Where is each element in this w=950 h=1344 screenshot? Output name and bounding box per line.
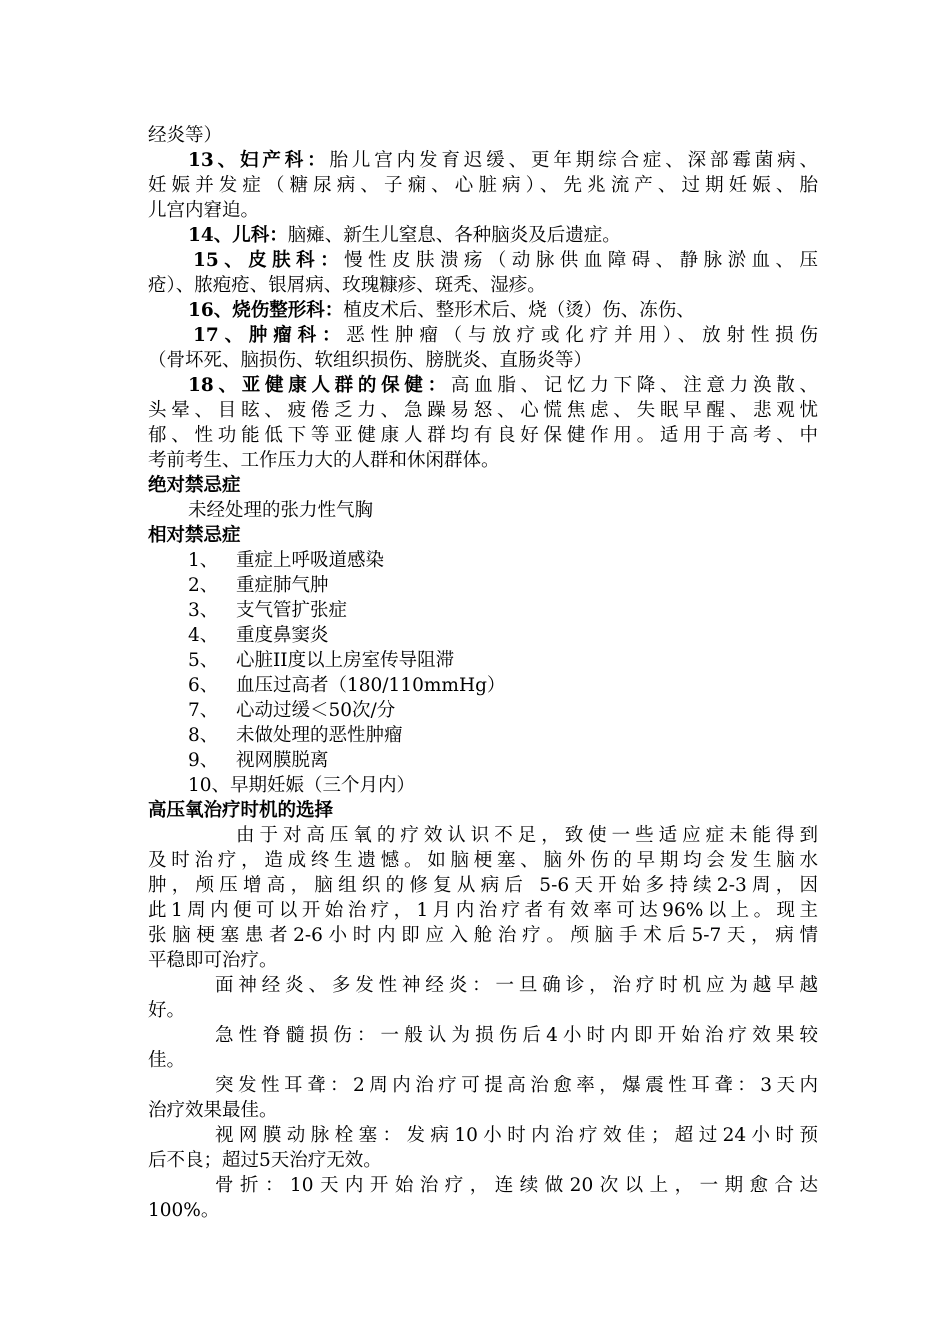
timing-intro-line: 平稳即可治疗。 xyxy=(148,950,278,971)
list-number: 4、 xyxy=(188,625,219,646)
list-item xyxy=(188,574,858,598)
item-text: 慢性皮肤溃疡（动脉供血障碍、静脉淤血、压 xyxy=(344,250,818,271)
list-number: 6、 xyxy=(188,675,219,696)
list-item xyxy=(188,699,858,723)
item-heading: 16、烧伤整形科： xyxy=(188,300,344,321)
timing-intro-line: 此1周内便可以开始治疗，1月内治疗者有效率可达96%以上。现主 xyxy=(148,900,818,921)
timing-paragraph-line: 后不良；超过5天治疗无效。 xyxy=(148,1150,382,1171)
list-text: 血压过高者（180/110mmHg） xyxy=(236,675,506,696)
section-heading-relative-contraindications: 相对禁忌症 xyxy=(148,525,241,546)
list-number: 1、 xyxy=(188,550,219,571)
text-line: （骨坏死、脑损伤、软组织损伤、膀胱炎、直肠炎等） xyxy=(148,350,593,371)
list-number: 8、 xyxy=(188,725,219,746)
list-number: 3、 xyxy=(188,600,219,621)
list-number: 10、 xyxy=(188,775,231,796)
list-item xyxy=(188,774,858,798)
list-item xyxy=(188,749,858,773)
list-text: 早期妊娠（三个月内） xyxy=(230,775,416,796)
list-number: 7、 xyxy=(188,700,219,721)
list-text: 未做处理的恶性肿瘤 xyxy=(236,725,403,746)
list-item xyxy=(188,724,858,748)
timing-paragraph-line: 100%。 xyxy=(148,1200,220,1221)
timing-paragraph-line: 急性脊髓损伤：一般认为损伤后4小时内即开始治疗效果较 xyxy=(215,1025,818,1046)
indication-item-15 xyxy=(193,249,818,273)
list-text: 视网膜脱离 xyxy=(236,750,329,771)
indication-item-13 xyxy=(188,149,818,173)
list-text: 重症上呼吸道感染 xyxy=(236,550,385,571)
list-item xyxy=(188,624,858,648)
timing-paragraph-line: 治疗效果最佳。 xyxy=(148,1100,278,1121)
list-text: 心脏II度以上房室传导阻滞 xyxy=(236,650,455,671)
text-line: 疮）、脓疱疮、银屑病、玫瑰糠疹、斑秃、湿疹。 xyxy=(148,275,546,296)
text-line: 郁、性功能低下等亚健康人群均有良好保健作用。适用于高考、中 xyxy=(148,425,818,446)
indication-item-17 xyxy=(193,324,818,348)
timing-paragraph-line: 骨折：10天内开始治疗，连续做20次以上，一期愈合达 xyxy=(215,1175,818,1196)
timing-paragraph-line: 好。 xyxy=(148,1000,186,1021)
absolute-contraindication-text: 未经处理的张力性气胸 xyxy=(188,500,374,521)
item-text: 恶性肿瘤（与放疗或化疗并用）、放射性损伤 xyxy=(346,325,818,346)
list-text: 心动过缓＜50次/分 xyxy=(236,700,396,721)
timing-paragraph-line: 突发性耳聋：2周内治疗可提高治愈率，爆震性耳聋：3天内 xyxy=(215,1075,818,1096)
list-text: 重症肺气肿 xyxy=(236,575,329,596)
list-item xyxy=(188,649,858,673)
continued-text-line: 经炎等） xyxy=(148,125,223,146)
indication-item-16 xyxy=(188,299,818,323)
section-heading-treatment-timing: 高压氧治疗时机的选择 xyxy=(148,800,334,821)
item-heading: 18、亚健康人群的保健： xyxy=(188,375,451,396)
item-text: 高血脂、记忆力下降、注意力涣散、 xyxy=(450,375,818,396)
text-line: 头晕、目眩、疲倦乏力、急躁易怒、心慌焦虑、失眠早醒、悲观忧 xyxy=(148,400,818,421)
list-number: 5、 xyxy=(188,650,219,671)
timing-paragraph-line: 视网膜动脉栓塞：发病10小时内治疗效佳；超过24小时预 xyxy=(215,1125,818,1146)
text-line: 考前考生、工作压力大的人群和休闲群体。 xyxy=(148,450,500,471)
text-line: 妊娠并发症（糖尿病、子痫、心脏病）、先兆流产、过期妊娠、胎 xyxy=(148,175,818,196)
item-text: 植皮术后、整形术后、烧（烫）伤、冻伤、 xyxy=(343,300,695,321)
list-text: 重度鼻窦炎 xyxy=(236,625,329,646)
indication-item-18 xyxy=(188,374,818,398)
timing-intro-line: 及时治疗，造成终生遗憾。如脑梗塞、脑外伤的早期均会发生脑水 xyxy=(148,850,818,871)
timing-intro-line: 张脑梗塞患者2-6小时内即应入舱治疗。颅脑手术后5-7天，病情 xyxy=(148,925,818,946)
list-item xyxy=(188,674,858,698)
timing-intro-line: 由于对高压氧的疗效认识不足，致使一些适应症未能得到 xyxy=(236,825,818,846)
item-text: 脑瘫、新生儿窒息、各种脑炎及后遗症。 xyxy=(287,225,621,246)
timing-paragraph-line: 面神经炎、多发性神经炎：一旦确诊，治疗时机应为越早越 xyxy=(215,975,818,996)
timing-paragraph-line: 佳。 xyxy=(148,1050,186,1071)
list-item xyxy=(188,599,858,623)
indication-item-14 xyxy=(188,224,818,248)
text-line: 儿宫内窘迫。 xyxy=(148,200,260,221)
section-heading-absolute-contraindications: 绝对禁忌症 xyxy=(148,475,241,496)
list-item xyxy=(188,549,858,573)
item-heading: 17、肿瘤科： xyxy=(193,325,347,346)
list-text: 支气管扩张症 xyxy=(236,600,348,621)
timing-intro-line: 肿，颅压增高，脑组织的修复从病后 5-6天开始多持续2-3周，因 xyxy=(148,875,818,896)
item-heading: 15、皮肤科： xyxy=(193,250,345,271)
list-number: 9、 xyxy=(188,750,219,771)
item-heading: 14、儿科： xyxy=(188,225,288,246)
item-heading: 13、妇产科： xyxy=(188,150,330,171)
list-number: 2、 xyxy=(188,575,219,596)
item-text: 胎儿宫内发育迟缓、更年期综合症、深部霉菌病、 xyxy=(329,150,818,171)
